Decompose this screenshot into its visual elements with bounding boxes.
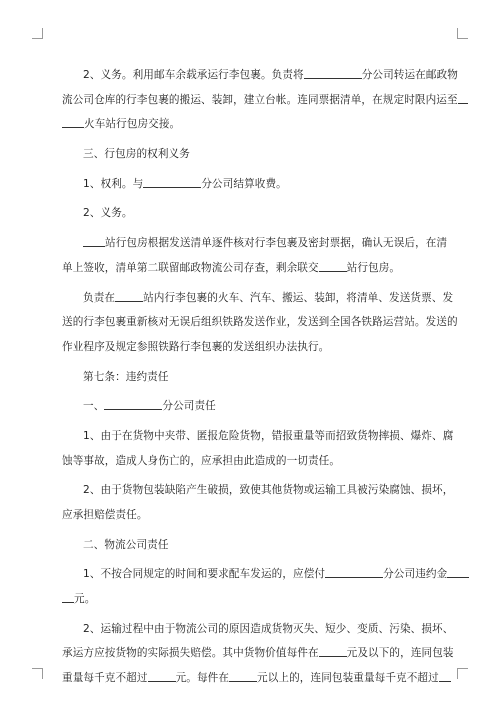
text-run: 站行包房。 — [346, 261, 401, 274]
text-run: 火车站行包房交接。 — [84, 118, 181, 131]
para-line-l15 — [62, 449, 440, 474]
text-run: 2、由于货物包装缺陷产生破损，致使其他货物或运输工具被污染腐蚀、损坏， — [83, 484, 454, 497]
text-run: 二、物流公司责任 — [83, 538, 169, 551]
text-run: 分公司责任 — [162, 400, 216, 413]
para-line-l07 — [62, 231, 448, 256]
text-run: 站行包房根据发送清单逐件核对行李包裹及密封票据，确认无误后，在清 — [105, 237, 448, 250]
para-line-l10 — [62, 310, 458, 335]
para-line-l22 — [62, 641, 454, 666]
crop-mark-bottom-left — [32, 668, 43, 679]
fill-in-blank — [143, 176, 201, 188]
text-run: 分公司违约金 — [383, 568, 448, 581]
fill-in-blank — [62, 116, 84, 128]
para-line-l23 — [62, 666, 440, 691]
text-run: 元及以下的，连同包装 — [346, 647, 454, 660]
fill-in-blank — [325, 566, 383, 578]
para-line-l08 — [62, 256, 440, 281]
para-line-l02 — [62, 88, 458, 113]
fill-in-blank — [115, 290, 143, 302]
article-heading-7 — [62, 365, 440, 390]
section-heading-2 — [62, 533, 440, 558]
text-run: 1、不按合同规定的时间和要求配车发运的，应偿付 — [83, 568, 326, 581]
para-line-l14 — [62, 424, 454, 449]
para-line-l03 — [62, 112, 440, 137]
para-line-l20 — [62, 587, 440, 612]
text-run: 应承担赔偿责任。 — [62, 509, 148, 521]
text-run: 负责在 — [83, 291, 116, 304]
text-run: 送的行李包裹重新核对无误后组织铁路发送作业，发送到全国各铁路运营站。发送的 — [62, 316, 458, 329]
fill-in-blank — [104, 398, 162, 410]
fill-in-blank — [458, 92, 468, 104]
fill-in-blank — [229, 670, 257, 682]
section-heading-1 — [62, 394, 440, 419]
text-run: 1、权利。与 — [83, 177, 144, 190]
crop-mark-top-right — [457, 28, 468, 39]
fill-in-blank — [439, 670, 451, 682]
text-run: 第七条：违约责任 — [83, 370, 169, 383]
fill-in-blank — [148, 670, 176, 682]
para-line-l11 — [62, 335, 440, 360]
text-run: 蚀等事故，造成人身伤亡的，应承担由此造成的一切责任。 — [62, 454, 341, 467]
section-heading-3 — [62, 142, 440, 167]
fill-in-blank — [62, 591, 74, 603]
fill-in-blank — [304, 67, 362, 79]
para-line-l16 — [62, 478, 454, 503]
text-run: 流公司仓库的行李包裹的搬运、装卸，建立台帐。连同票据清单，在规定时限内运至 — [62, 93, 458, 106]
text-run: 元。 — [74, 593, 96, 606]
para-line-l09 — [62, 286, 454, 311]
text-run: 站内行李包裹的火车、汽车、搬运、装卸，将清单、发送货票、发 — [143, 291, 454, 304]
para-line-l17 — [62, 503, 440, 528]
text-run: 2、义务。 — [83, 207, 133, 220]
document-body — [62, 63, 458, 691]
fill-in-blank — [319, 260, 347, 272]
para-line-l21 — [62, 617, 454, 642]
text-run: 2、义务。利用邮车余载承运行李包裹。负责将 — [83, 69, 304, 81]
para-line-l05 — [62, 172, 440, 197]
para-line-l19 — [62, 562, 448, 587]
text-run: 元以上的，连同包装重量每千克不超过 — [257, 672, 439, 685]
text-run: 单上签收，清单第二联留邮政物流公司存查，剩余联交 — [62, 261, 319, 274]
fill-in-blank — [83, 235, 105, 247]
text-run: 分公司结算收费。 — [201, 177, 287, 190]
fill-in-blank — [447, 566, 469, 578]
text-run: 1、由于在货物中夹带、匿报危险货物，错报重量等而招致货物摔损、爆炸、腐 — [83, 429, 454, 442]
text-run: 承运方应按货物的实际损失赔偿。其中货物价值每件在 — [62, 647, 319, 660]
text-run: 重量每千克不超过 — [62, 672, 148, 685]
crop-mark-bottom-right — [457, 668, 468, 679]
para-line-l01 — [62, 63, 458, 88]
crop-mark-top-left — [32, 28, 43, 39]
text-run: 三、行包房的权利义务 — [83, 148, 190, 161]
text-run: 作业程序及规定参照铁路行李包裹的发送组织办法执行。 — [62, 340, 330, 353]
text-run: 一、 — [83, 400, 105, 413]
text-run: 2、运输过程中由于物流公司的原因造成货物灭失、短少、变质、污染、损坏、 — [83, 622, 454, 635]
para-line-l06 — [62, 201, 440, 226]
fill-in-blank — [319, 645, 347, 657]
text-run: 分公司转运在邮政物 — [361, 69, 458, 81]
text-run: 元。每件在 — [175, 672, 230, 685]
